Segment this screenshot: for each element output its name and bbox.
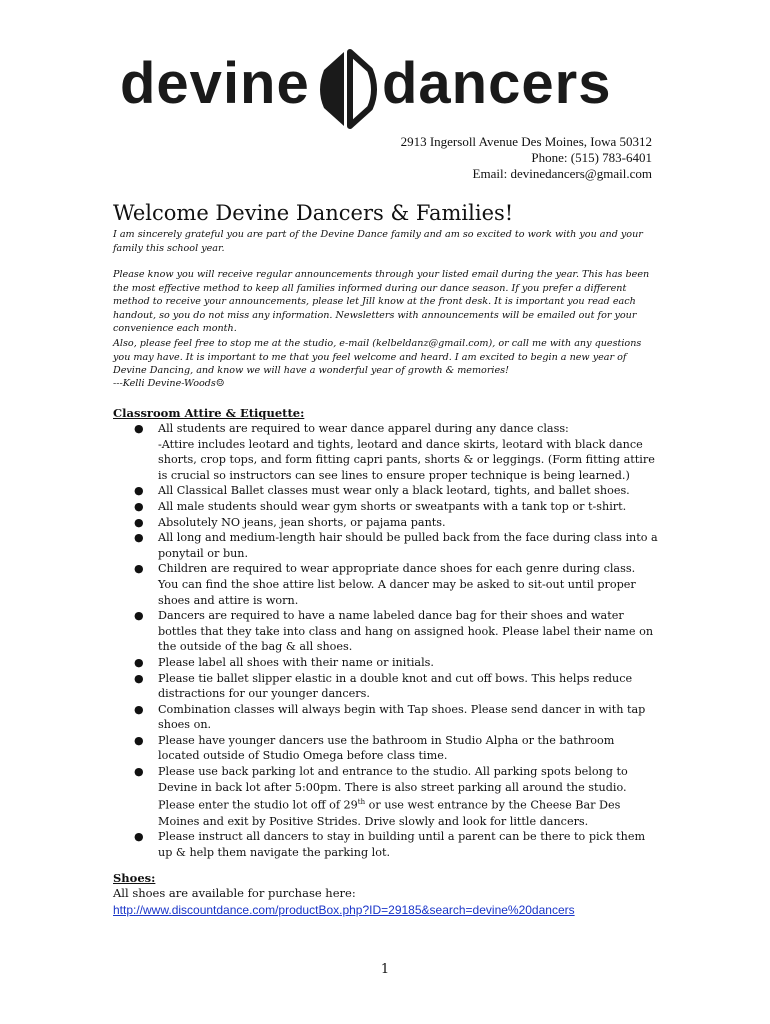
page-number: 1 [380,962,390,977]
bullet-icon: ● [134,671,144,685]
parking-text-end: or use west entrance by the Cheese Bar Des Moines and exit by Positive Strides. Drive slowly and look for little dancers. [158,798,621,828]
bullet-icon: ● [134,733,144,747]
signature: ---Kelli Devine-Woods☺ [113,378,225,389]
rule-text: Please instruct all dancers to stay in building until a parent can be there to pick them up & help them navigate the parking lot. [158,830,646,859]
rule-text: Children are required to wear appropriate dance shoes for each genre during class. You can find the shoe attire list below. A dancer may be asked to sit-out until proper shoes and attire is worn. [158,562,636,607]
bullet-icon: ● [134,422,144,435]
bullet-icon: ● [134,765,144,779]
bullet-icon: ● [134,531,144,545]
rule-text: Please label all shoes with their name or initials. [158,655,434,669]
rule-text: Please tie ballet slipper elastic in a double knot and cut off bows. This helps reduce distractions for our younger dancers. [158,671,633,701]
studio-contact-block [401,134,652,182]
bullet-icon: ● [134,609,144,623]
list-item [113,530,658,561]
rule-text: All long and medium-length hair should be pulled back from the face during class into a ponytail or bun. [158,531,658,560]
shoes-text: All shoes are available for purchase here: [113,886,356,900]
bullet-icon: ● [134,655,144,669]
list-item [113,829,658,860]
rule-text: Please have younger dancers use the bathroom in Studio Alpha or the bathroom located outside of Studio Omega before class time. [158,733,615,763]
rule-text: All male students should wear gym shorts or sweatpants with a tank top or t-shirt. [158,499,627,513]
rule-text: All Classical Ballet classes must wear only a black leotard, tights, and ballet shoes. [158,484,630,498]
list-item [113,764,658,829]
list-item [113,483,658,499]
bullet-icon: ● [134,515,144,529]
studio-phone: Phone: (515) 783-6401 [531,150,652,165]
devine-dancers-logo [120,48,650,132]
ordinal-suffix: th [357,798,366,807]
list-item [113,655,658,671]
list-item [113,733,658,764]
logo-word-devine: devine [120,51,310,116]
list-item [113,702,658,733]
attire-heading: Classroom Attire & Etiquette: [113,406,305,420]
attire-rules-list [113,421,658,860]
studio-address: 2913 Ingersoll Avenue Des Moines, Iowa 50312 [400,134,652,149]
bullet-icon: ● [134,830,144,844]
intro-paragraph-2: Please know you will receive regular announcements through your listed email during the year. This has been the most effective method to keep all families informed during our dance season. If you prefer a different method to receive your announcements, please let Jill know at the front desk. It is important you read each handout, so you do not miss any information. Newsletters with announcements will be emailed out for your convenience each month. [113,269,650,334]
logo-word-dancers: dancers [382,51,612,116]
rule-text: Dancers are required to have a name labeled dance bag for their shoes and water bottles that they take into class and hang on assigned hook. Please label their name on the outside of the bag & all shoes. [158,609,654,654]
rule-subtext: -Attire includes leotard and tights, leotard and dance skirts, leotard with black dance shorts, crop tops, and form fitting capri pants, shorts & or leggings. (Form fitting attire is crucial so instructors can see lines to ensure proper technique is being learned.) [158,437,655,482]
bullet-icon: ● [134,702,144,716]
list-item [113,608,658,655]
rule-text: All students are required to wear dance apparel during any dance class: [158,422,569,435]
list-item [113,561,658,608]
rule-text: Combination classes will always begin with Tap shoes. Please send dancer in with tap shoes on. [158,702,646,732]
shoes-heading: Shoes: [113,871,156,885]
intro-paragraph-3: Also, please feel free to stop me at the studio, e-mail (kelbeldanz@gmail.com), or call me with any questions you may have. It is important to me that you feel welcome and heard. I am excited to begin a new year of Devine Dancing, and know we will have a wonderful year of growth & memories! [113,338,642,376]
shoes-purchase-link[interactable]: http://www.discountdance.com/productBox.php?ID=29185&search=devine%20dancers [113,903,575,917]
intro-paragraph-1: I am sincerely grateful you are part of the Devine Dance family and am so excited to work with you and your family this school year. [113,229,643,254]
list-item [113,671,658,702]
bullet-icon: ● [134,484,144,498]
bullet-icon: ● [134,499,144,513]
rule-text: Absolutely NO jeans, jean shorts, or pajama pants. [158,515,446,529]
page-title: Welcome Devine Dancers & Families! [113,201,514,225]
dd-emblem-icon [316,48,378,130]
studio-email: Email: devinedancers@gmail.com [472,166,652,181]
bullet-icon: ● [134,562,144,576]
parking-text-start: Please use back parking lot and entrance to the studio. All parking spots belong to Devine in back lot after 5:00pm. There is also street parking all around the studio. Please enter the studio lot off of 29 [158,765,628,812]
list-item [113,499,658,515]
list-item [113,421,658,483]
list-item [113,515,658,531]
